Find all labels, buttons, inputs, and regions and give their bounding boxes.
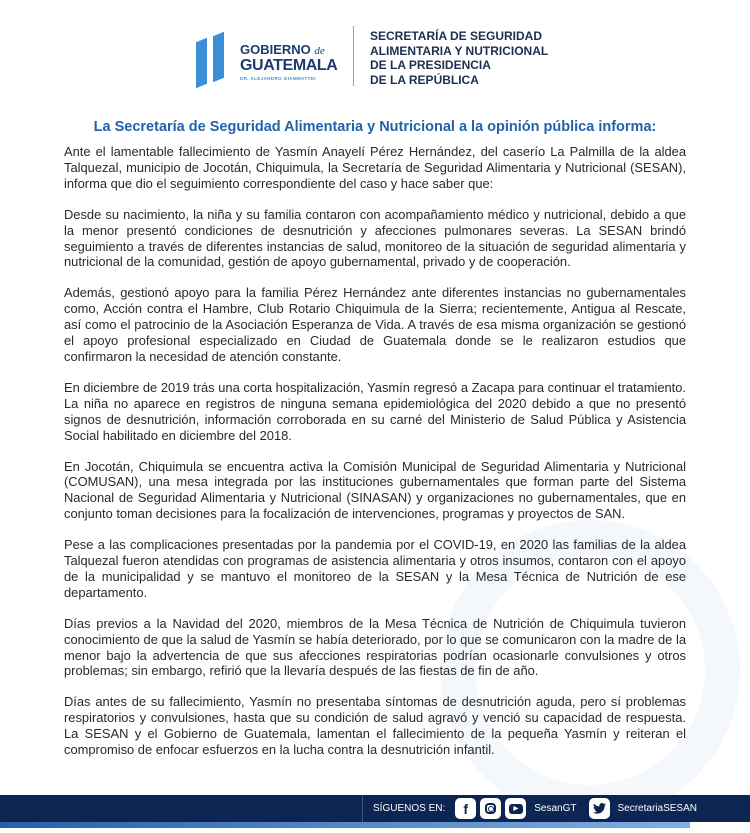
footer [0, 795, 750, 822]
youtube-handle[interactable]: SesanGT [534, 803, 577, 814]
instagram-icon[interactable] [480, 798, 501, 819]
facebook-icon[interactable]: f [455, 798, 476, 819]
paragraph: En Jocotán, Chiquimula se encuentra activa la Comisión Municipal de Seguridad Alimentaria y Nutricional (COMUSAN), una mesa integrada por las instituciones gubernamentales que forman parte del Sistema Nacional de Seguridad Alimentaria y Nutricional (SINASAN) y organizaciones no gubernamentales, que en conjunto toman decisiones para la focalización de intervenciones, programas y proyectos de SAN. [64, 458, 686, 522]
logo-line3: DR. ALEJANDRO GIAMMATTEI [240, 76, 316, 81]
logo-line1: GOBIERNO [240, 42, 311, 57]
header [0, 20, 750, 95]
document-title: La Secretaría de Seguridad Alimentaria y Nutricional a la opinión pública informa: [93, 119, 657, 135]
paragraph: Ante el lamentable fallecimiento de Yasmín Anayelí Pérez Hernández, del caserío La Palmilla de la aldea Talquezal, municipio de Jocotán, Chiquimula, la Secretaría de Seguridad Alimentaria y Nutricional (SESAN), informa que dio el seguimiento correspondiente del caso y hace saber que: [64, 144, 686, 191]
logo-de: de [314, 45, 325, 57]
paragraph: Pese a las complicaciones presentadas por la pandemia por el COVID-19, en 2020 las familias de la aldea Talquezal fueron atendidas con programas de asistencia alimentaria y otros insumos, contaron con el apoyo de la municipalidad y se mantuvo el monitoreo de la SESAN y la Mesa Técnica de Nutrición de ese departamento. [64, 537, 686, 600]
paragraph: En diciembre de 2019 trás una corta hospitalización, Yasmín regresó a Zacapa para continuar el tratamiento. La niña no aparece en registros de ninguna semana epidemiológica del 2020 debido a que no presentó signos de desnutrición, información corroborada en su carné del Ministerio de Salud Pública y Asistencia Social habilitado en diciembre del 2018. [64, 379, 686, 443]
paragraph: Días antes de su fallecimiento, Yasmín no presentaba síntomas de desnutrición aguda, pero sí problemas respiratorios y convulsiones, hasta que su condición de salud agravó y venció su capacidad de respuesta. La SESAN y el Gobierno de Guatemala, lamentan el fallecimiento de la pequeña Yasmín y reiteran el compromiso de enfocar esfuerzos en la lucha contra la desnutrición infantil. [64, 694, 686, 758]
secretaria-line: SECRETARÍA DE SEGURIDAD [370, 29, 543, 43]
footer-stripe [0, 822, 690, 828]
footer-divider [362, 795, 363, 822]
twitter-handle[interactable]: SecretariaSESAN [617, 803, 697, 814]
twitter-icon[interactable] [589, 798, 610, 819]
secretaria-line: ALIMENTARIA Y NUTRICIONAL [370, 43, 549, 58]
header-divider [353, 26, 354, 86]
secretaria-line: DE LA PRESIDENCIA [370, 58, 491, 72]
secretaria-line: DE LA REPÚBLICA [370, 72, 479, 87]
youtube-icon[interactable]: ▶ [505, 798, 526, 819]
gobierno-logo-bars [196, 32, 226, 92]
paragraph: Además, gestionó apoyo para la familia Pérez Hernández ante diferentes instancias no gubernamentales como, Acción contra el Hambre, Club Rotario Chiquimula de la Sierra; recientemente, Antigua al Rescate, así como el patrocinio de la Asociación Esperanza de Vida. A través de esa misma organización se gestionó el apoyo profesional especializado en Ciudad de Guatemala donde se le realizaron estudios que confirmaron la necesidad de atención constante. [64, 285, 686, 364]
follow-label: SÍGUENOS EN: [373, 803, 446, 814]
document-body [64, 144, 686, 773]
secretaria-name [370, 29, 548, 87]
paragraph: Desde su nacimiento, la niña y su familia contaron con acompañamiento médico y nutricional, debido a que la menor presentó condiciones de desnutrición y afecciones pulmonares severas. La SESAN brindó seguimiento a través de diferentes instancias de salud, monitoreo de la situación de seguridad alimentaria y nutricional de la comunidad, gestión de apoyo gubernamental, privado y de cooperación. [64, 206, 686, 270]
logo-line2: GUATEMALA [240, 57, 338, 74]
paragraph: Días previos a la Navidad del 2020, miembros de la Mesa Técnica de Nutrición de Chiquimula tuvieron conocimiento de que la salud de Yasmín se había deteriorado, por lo que se comunicaron con la madre de la menor bajo la advertencia de que sus afecciones respiratorias podrían ocasionarle convulsiones y otros problemas; sin embargo, refirió que la llevaría después de las fiestas de fin de año. [64, 615, 686, 679]
gobierno-logo [240, 43, 348, 81]
